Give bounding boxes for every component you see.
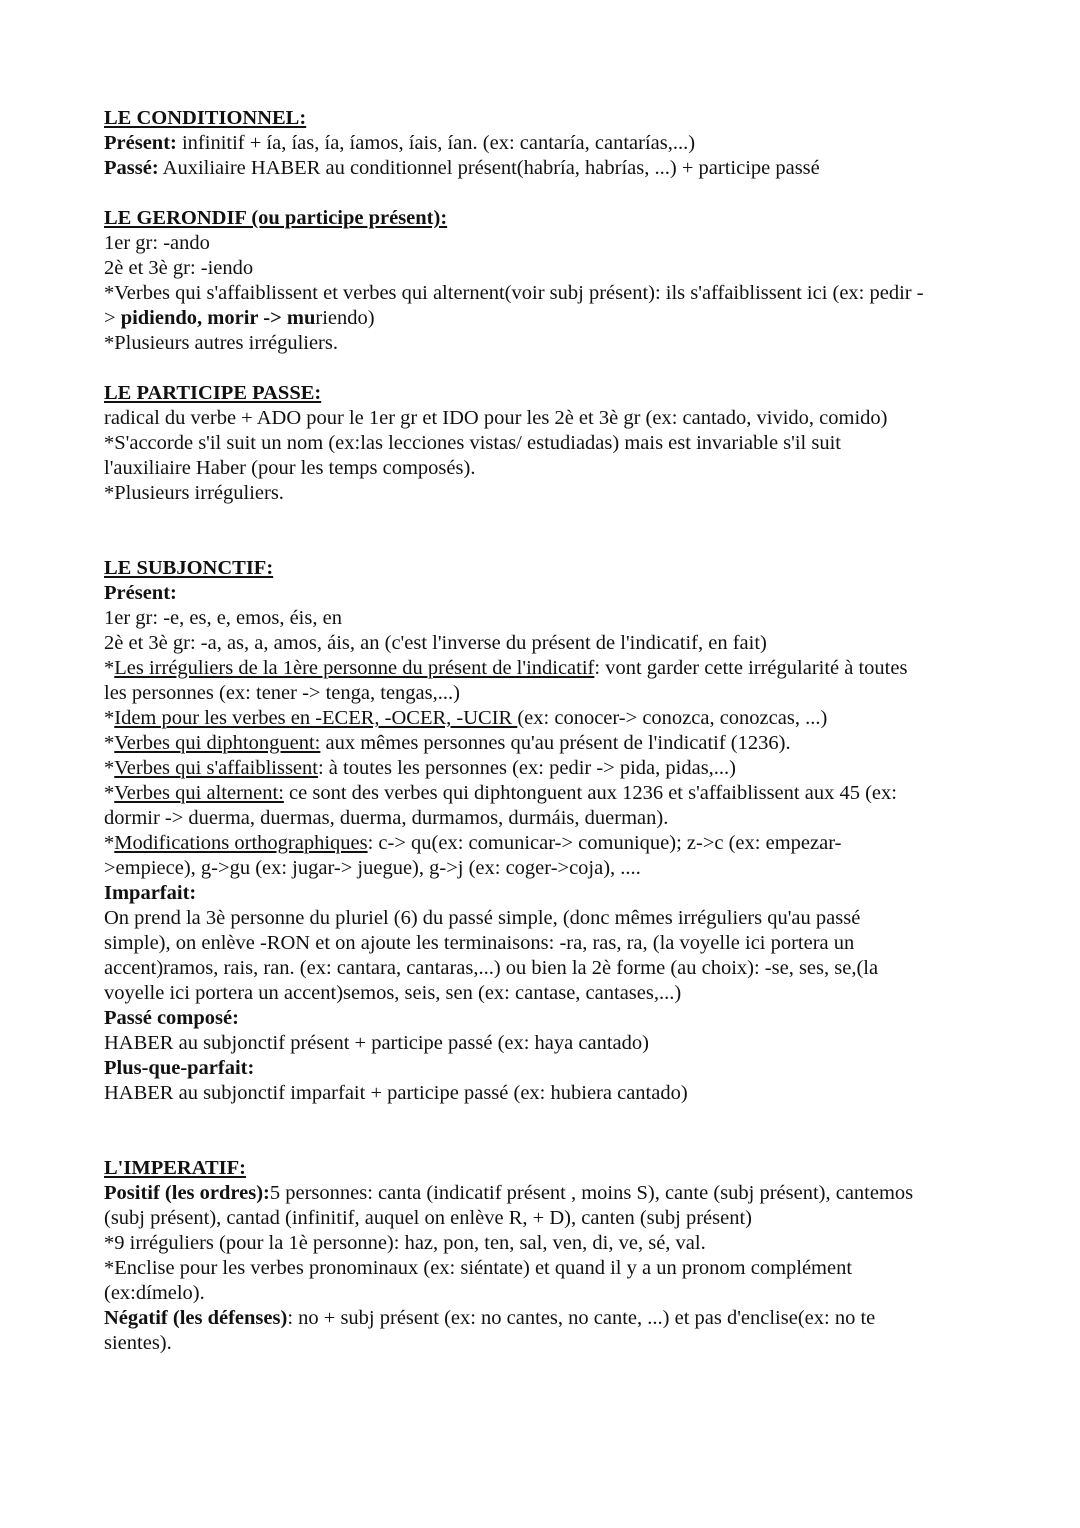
- underlined-text: Modifications orthographiques: [114, 832, 368, 854]
- text: Auxiliaire HABER au conditionnel présent(habría, habrías, ...) + participe passé: [158, 157, 820, 179]
- text-line: *Enclise pour les verbes pronominaux (ex: siéntate) et quand il y a un pronom complément: [104, 1257, 853, 1279]
- text: aux mêmes personnes qu'au présent de l'indicatif (1236).: [320, 732, 791, 754]
- label-negatif: Négatif (les défenses): [104, 1307, 288, 1329]
- text-line: [104, 781, 1004, 806]
- text: : c-> qu(ex: comunicar-> comunique); z->c (ex: empezar-: [367, 832, 842, 854]
- underlined-text: Idem pour les verbes en -ECER, -OCER, -UCIR: [114, 707, 518, 729]
- text: : vont garder cette irrégularité à toutes: [594, 657, 908, 679]
- text: (ex: conocer-> conozca, conozcas, ...): [517, 707, 828, 729]
- text: infinitif + ía, ías, ía, íamos, íais, ían. (ex: cantaría, cantarías,...): [176, 132, 696, 154]
- heading-gerondif: LE GERONDIF (ou participe présent):: [104, 207, 448, 229]
- section-conditionnel: [104, 106, 1004, 181]
- text-line: simple), on enlève -RON et on ajoute les terminaisons: -ra, ras, ra, (la voyelle ici portera un: [104, 932, 855, 954]
- text: *: [104, 707, 115, 729]
- label-present: Présent:: [104, 132, 177, 154]
- bold-text: pidiendo, morir ->: [120, 307, 287, 329]
- text-line: [104, 831, 1004, 856]
- text: *: [104, 757, 115, 779]
- text-line: *Plusieurs irréguliers.: [104, 482, 284, 504]
- text-line: l'auxiliaire Haber (pour les temps composés).: [104, 457, 476, 479]
- text: *: [104, 832, 115, 854]
- text-line: *9 irréguliers (pour la 1è personne): haz, pon, ten, sal, ven, di, ve, sé, val.: [104, 1232, 706, 1254]
- label-passe-compose: Passé composé:: [104, 1007, 239, 1029]
- text-line: 1er gr: -e, es, e, emos, éis, en: [104, 607, 342, 629]
- text: *: [104, 657, 115, 679]
- text-line: 1er gr: -ando: [104, 232, 210, 254]
- label-imparfait: Imparfait:: [104, 882, 197, 904]
- conditionnel-present: [104, 131, 1004, 156]
- text-line: *Verbes qui s'affaiblissent et verbes qui alternent(voir subj présent): ils s'affaiblissent ici (ex: pedir -: [104, 282, 924, 304]
- text: >: [104, 307, 121, 329]
- text-line: accent)ramos, rais, ran. (ex: cantara, cantaras,...) ou bien la 2è forme (au choix): -se, ses, se,(la: [104, 957, 879, 979]
- text-line: >empiece), g->gu (ex: jugar-> juegue), g->j (ex: coger->coja), ....: [104, 857, 641, 879]
- text-line: [104, 731, 1004, 756]
- label-positif: Positif (les ordres):: [104, 1182, 270, 1204]
- text-line: 2è et 3è gr: -a, as, a, amos, áis, an (c'est l'inverse du présent de l'indicatif, en fait): [104, 632, 767, 654]
- text: *: [104, 782, 115, 804]
- text-line: sientes).: [104, 1332, 172, 1354]
- heading-imperatif: L'IMPERATIF:: [104, 1157, 246, 1179]
- text-line: les personnes (ex: tener -> tenga, tengas,...): [104, 682, 460, 704]
- text: riendo): [315, 307, 375, 329]
- text-line: HABER au subjonctif présent + participe passé (ex: haya cantado): [104, 1032, 649, 1054]
- heading-conditionnel: LE CONDITIONNEL:: [104, 107, 307, 129]
- text-line: *S'accorde s'il suit un nom (ex:las lecciones vistas/ estudiadas) mais est invariable s'il suit: [104, 432, 841, 454]
- section-gerondif: [104, 206, 1004, 356]
- section-subjonctif: [104, 556, 1004, 1106]
- text-line: [104, 306, 1004, 331]
- conditionnel-passe: [104, 156, 1004, 181]
- text-line: (subj présent), cantad (infinitif, auquel on enlève R, + D), canten (subj présent): [104, 1207, 752, 1229]
- text-line: On prend la 3è personne du pluriel (6) du passé simple, (donc mêmes irréguliers qu'au passé: [104, 907, 861, 929]
- bold-text: mu: [286, 307, 316, 329]
- section-participe: [104, 381, 1004, 506]
- text-line: voyelle ici portera un accent)semos, seis, sen (ex: cantase, cantases,...): [104, 982, 682, 1004]
- underlined-text: Verbes qui s'affaiblissent: [114, 757, 318, 779]
- text-line: 2è et 3è gr: -iendo: [104, 257, 254, 279]
- text-line: *Plusieurs autres irréguliers.: [104, 332, 338, 354]
- underlined-text: Verbes qui diphtonguent:: [114, 732, 321, 754]
- document-page: [104, 106, 1004, 1356]
- text: : no + subj présent (ex: no cantes, no cante, ...) et pas d'enclise(ex: no te: [287, 1307, 876, 1329]
- underlined-text: Les irréguliers de la 1ère personne du présent de l'indicatif: [114, 657, 595, 679]
- text-line: [104, 756, 1004, 781]
- text: ce sont des verbes qui diphtonguent aux 1236 et s'affaiblissent aux 45 (ex:: [283, 782, 897, 804]
- underlined-text: Verbes qui alternent:: [114, 782, 284, 804]
- imperatif-negatif: [104, 1306, 1004, 1331]
- label-passe: Passé:: [104, 157, 159, 179]
- label-plus-que-parfait: Plus-que-parfait:: [104, 1057, 255, 1079]
- text-line: (ex:dímelo).: [104, 1282, 205, 1304]
- imperatif-positif: [104, 1181, 1004, 1206]
- label-present: Présent:: [104, 582, 177, 604]
- text-line: [104, 656, 1004, 681]
- text-line: HABER au subjonctif imparfait + participe passé (ex: hubiera cantado): [104, 1082, 688, 1104]
- heading-subjonctif: LE SUBJONCTIF:: [104, 557, 274, 579]
- text: 5 personnes: canta (indicatif présent , moins S), cante (subj présent), cantemos: [269, 1182, 914, 1204]
- text-line: [104, 706, 1004, 731]
- section-imperatif: [104, 1156, 1004, 1356]
- text-line: dormir -> duerma, duermas, duerma, durmamos, durmáis, duerman).: [104, 807, 669, 829]
- text: *: [104, 732, 115, 754]
- heading-participe: LE PARTICIPE PASSE:: [104, 382, 322, 404]
- text: : à toutes les personnes (ex: pedir -> pida, pidas,...): [317, 757, 737, 779]
- text-line: radical du verbe + ADO pour le 1er gr et IDO pour les 2è et 3è gr (ex: cantado, vivido, comido): [104, 407, 888, 429]
